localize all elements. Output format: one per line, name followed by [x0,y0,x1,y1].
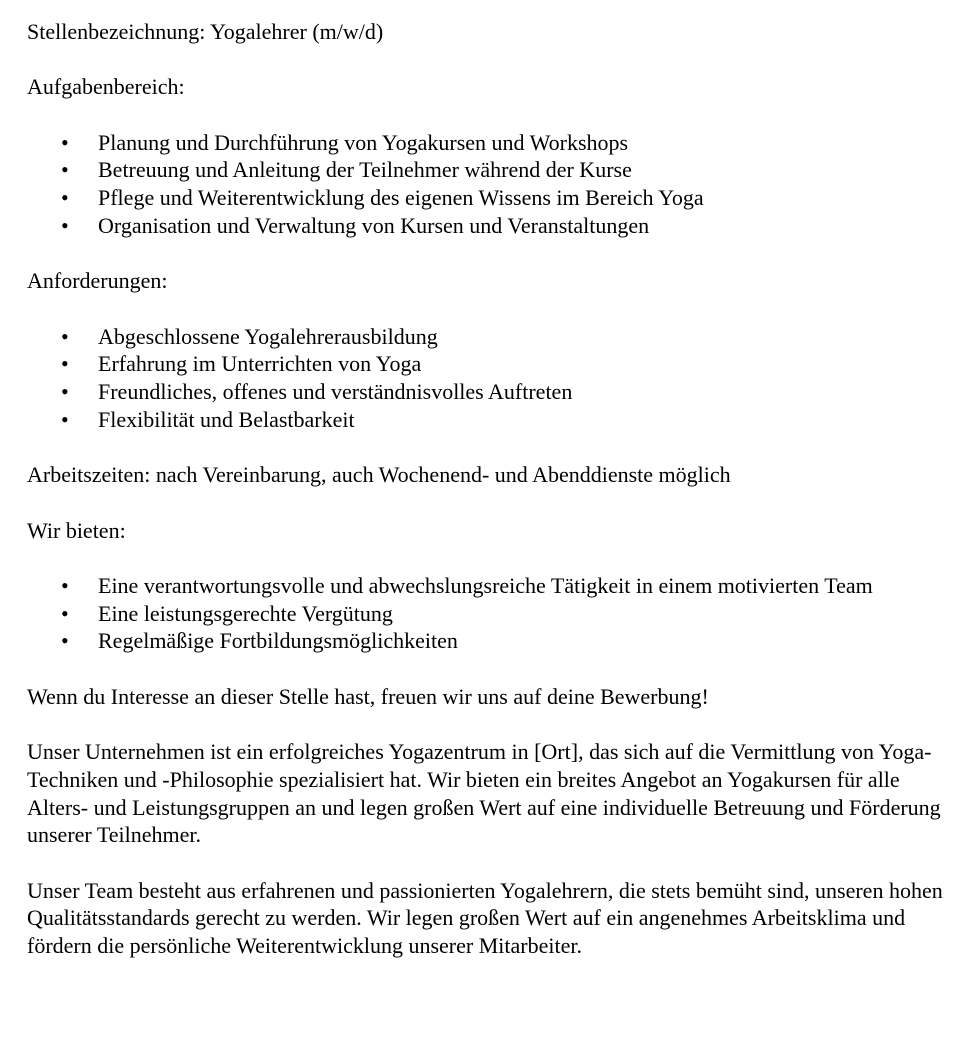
job-title-line: Stellenbezeichnung: Yogalehrer (m/w/d) [27,19,384,44]
list-item-text: Eine leistungsgerechte Vergütung [98,600,393,626]
bullet-icon: • [61,406,69,432]
bullet-icon: • [61,323,69,349]
list-item-text: Flexibilität und Belastbarkeit [98,406,355,432]
list-item-text: Regelmäßige Fortbildungsmöglichkeiten [98,628,458,654]
list-item [61,129,947,157]
working-hours-line: Arbeitszeiten: nach Vereinbarung, auch Wochenend- und Abenddienste möglich [27,462,731,488]
list-item-text: Erfahrung im Unterrichten von Yoga [98,351,422,377]
list-item [61,406,947,434]
tasks-heading: Aufgabenbereich: [27,74,185,100]
bullet-icon: • [61,351,69,377]
list-item-text: Eine verantwortungsvolle und abwechslungsreiche Tätigkeit in einem motivierten Team [98,572,873,598]
list-item [61,378,947,406]
bullet-icon: • [61,129,69,155]
bullet-icon: • [61,600,69,626]
list-item-text: Betreuung und Anleitung der Teilnehmer während der Kurse [98,157,632,183]
list-item [61,350,947,378]
application-call: Wenn du Interesse an dieser Stelle hast, freuen wir uns auf deine Bewerbung! [27,683,709,709]
tasks-list [27,129,947,240]
requirements-heading: Anforderungen: [27,268,168,294]
bullet-icon: • [61,212,69,238]
list-item-text: Pflege und Weiterentwicklung des eigenen Wissens im Bereich Yoga [98,185,704,211]
list-item-text: Abgeschlossene Yogalehrerausbildung [98,323,438,349]
list-item [61,572,947,600]
job-posting-document [27,18,947,987]
list-item [61,212,947,240]
list-item [61,156,947,184]
company-paragraph: Unser Unternehmen ist ein erfolgreiches Yogazentrum in [Ort], das sich auf die Vermittlung von Yoga-Techniken und -Philosophie spezialisiert hat. Wir bieten ein breites Angebot an Yogakursen für alle Alters- und Leistungsgruppen an und legen großen Wert auf eine individuelle Betreuung und Förderung unserer Teilnehmer. [27,739,941,848]
bullet-icon: • [61,572,69,598]
bullet-icon: • [61,379,69,405]
bullet-icon: • [61,185,69,211]
list-item [61,600,947,628]
list-item-text: Freundliches, offenes und verständnisvolles Auftreten [98,379,573,405]
benefits-list [27,572,947,655]
benefits-heading: Wir bieten: [27,517,126,543]
bullet-icon: • [61,157,69,183]
list-item [61,184,947,212]
list-item [61,323,947,351]
list-item [61,627,947,655]
team-paragraph: Unser Team besteht aus erfahrenen und passionierten Yogalehrern, die stets bemüht sind, unseren hohen Qualitätsstandards gerecht zu werden. Wir legen großen Wert auf ein angenehmes Arbeitsklima und fördern die persönliche Weiterentwicklung unserer Mitarbeiter. [27,877,943,959]
list-item-text: Organisation und Verwaltung von Kursen und Veranstaltungen [98,212,650,238]
bullet-icon: • [61,628,69,654]
list-item-text: Planung und Durchführung von Yogakursen und Workshops [98,129,629,155]
requirements-list [27,323,947,434]
